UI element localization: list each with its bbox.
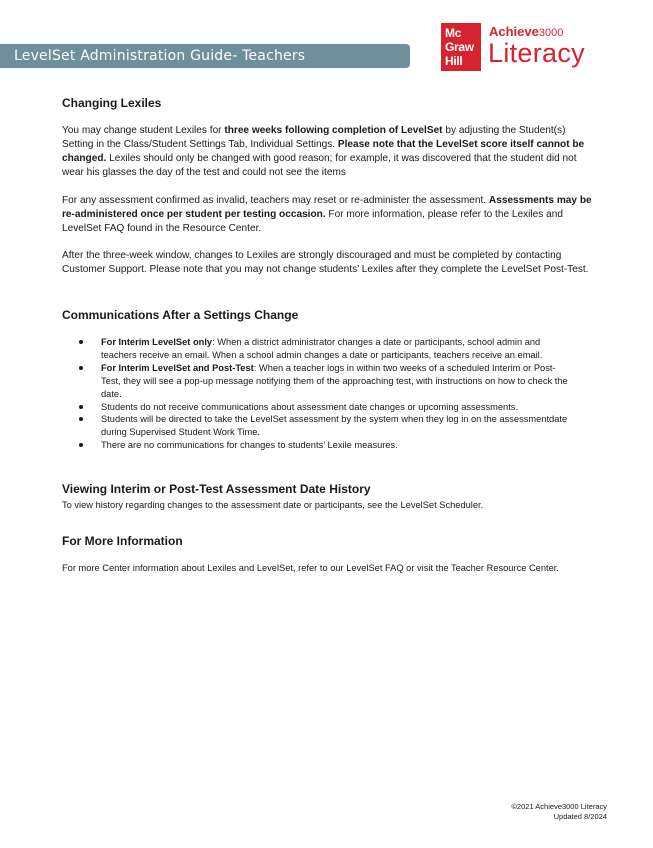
copyright-text: ©2021 Achieve3000 Literacy	[511, 802, 607, 811]
text: : When a district administrator changes a date or participants, school admin and teachers receive an email. When a school admin changes a date or participants, teachers receive an email.	[101, 337, 543, 360]
bold-text: For Interim LevelSet and Post-Test	[101, 362, 254, 373]
paragraph-date-history: To view history regarding changes to the assessment date or participants, see the LevelSet Scheduler.	[62, 500, 484, 510]
text: Students do not receive communications about assessment date changes or upcoming assessments.	[101, 401, 519, 412]
updated-date: Updated 8/2024	[553, 812, 607, 821]
list-item	[98, 401, 573, 414]
text: Lexiles should only be changed with good reason; for example, it was discovered that the student did not wear his glasses the day of the test and could not see the items	[62, 153, 577, 178]
paragraph-invalid-assessment	[62, 194, 592, 236]
text: For any assessment confirmed as invalid, teachers may reset or re-administer the assessment.	[62, 195, 489, 206]
list-item	[98, 362, 573, 401]
logo-line-2: Graw	[445, 40, 474, 54]
paragraph-three-week-window: After the three-week window, changes to Lexiles are strongly discouraged and must be completed by contacting Customer Support. Please note that you may not change students’ Lexiles after they complete the LevelSet Post-Test.	[62, 250, 589, 275]
achieve-number: 3000	[538, 27, 564, 39]
document-title: LevelSet Administration Guide- Teachers	[14, 48, 306, 64]
document-title-banner	[0, 44, 410, 68]
heading-communications: Communications After a Settings Change	[62, 308, 299, 322]
brand-logo	[441, 20, 601, 72]
heading-date-history: Viewing Interim or Post-Test Assessment Date History	[62, 482, 371, 496]
page-footer	[511, 802, 607, 822]
achieve-word: Achieve	[489, 24, 539, 39]
bold-text: Assessments may be re-administered once per student per testing occasion.	[62, 195, 592, 220]
text: : When a teacher logs in within two weeks of a scheduled Interim or Post-Test, they will see a pop-up message notifying them of the approaching test, with instructions on how to check the date.	[101, 362, 568, 399]
bold-text: three weeks following completion of LevelSet	[224, 125, 443, 136]
list-item	[98, 439, 573, 452]
logo-line-1: Mc	[445, 26, 462, 40]
literacy-logo-text: Literacy	[488, 38, 585, 68]
heading-changing-lexiles: Changing Lexiles	[62, 96, 162, 110]
bold-text: For Interim LevelSet only	[101, 337, 213, 347]
list-item	[98, 336, 573, 362]
mcgraw-hill-logo	[441, 23, 481, 71]
paragraph-change-lexiles	[62, 124, 592, 180]
text: Students will be directed to take the LevelSet assessment by the system when they log in on the assessmentdate during Supervised Student Work Time.	[101, 414, 568, 438]
heading-more-information: For More Information	[62, 534, 183, 548]
text: You may change student Lexiles for	[62, 125, 225, 136]
list-item	[98, 413, 573, 439]
paragraph-more-information: For more Center information about Lexiles and LevelSet, refer to our LevelSet FAQ or visit the Teacher Resource Center.	[62, 563, 559, 573]
text: There are no communications for changes to students’ Lexile measures.	[101, 440, 398, 451]
text: by adjusting the Student(s) Setting in the Class/Student Settings Tab, Individual Settings.	[62, 125, 566, 150]
achieve-logo-text	[489, 24, 563, 39]
bold-text: Please note that the LevelSet score itself cannot be changed.	[62, 139, 585, 164]
text: For more information, please refer to the Lexiles and LevelSet FAQ found in the Resource Center.	[62, 209, 563, 234]
communications-list	[98, 336, 573, 452]
logo-line-3: Hill	[445, 54, 463, 68]
